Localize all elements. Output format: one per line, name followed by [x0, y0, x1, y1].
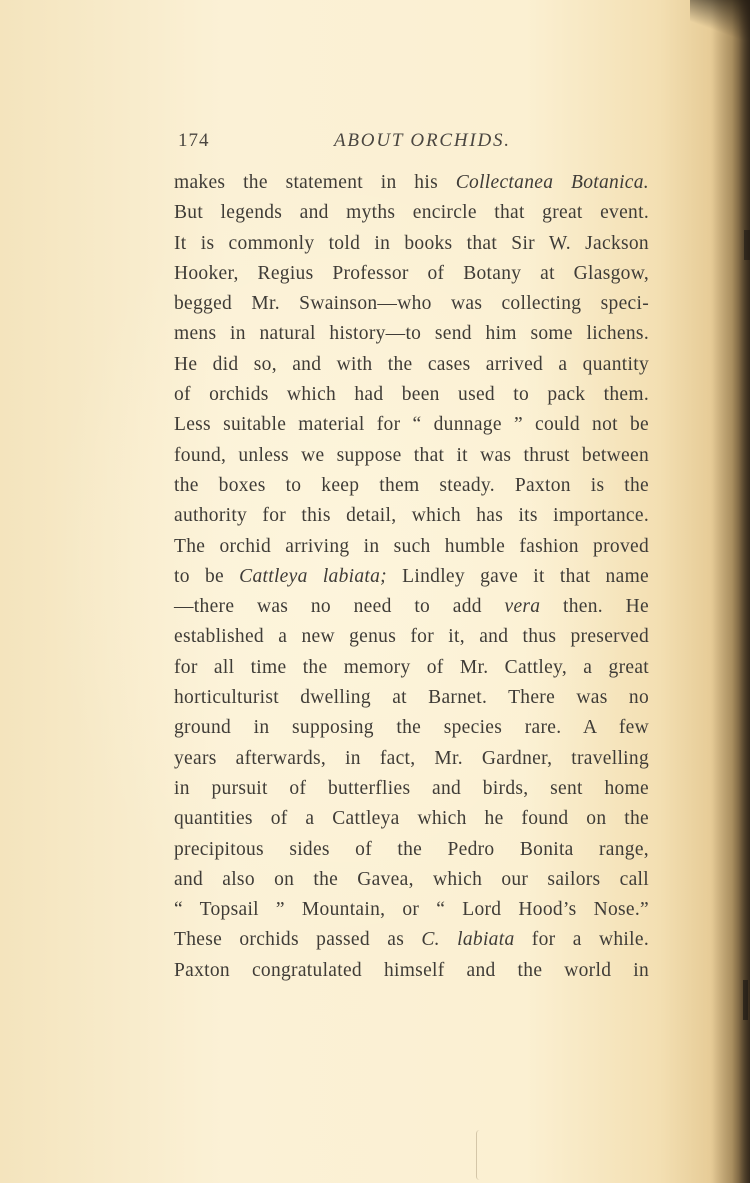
text-run: quantities of a Cattleya which he found on the [174, 808, 649, 830]
text-line [174, 622, 649, 652]
text-run: makes the statement in his [174, 172, 456, 193]
italic-text: Cattleya labiata; [239, 565, 387, 587]
text-run: for all time the memory of Mr. Cattley, a great [174, 656, 649, 678]
edge-mark [744, 230, 750, 260]
text-line [174, 592, 649, 622]
text-run: Less suitable material for “ dunnage ” could not be [174, 414, 649, 436]
text-run: horticulturist dwelling at Barnet. There was no [174, 687, 649, 709]
text-run: It is commonly told in books that Sir W. Jackson [174, 232, 649, 254]
text-line [174, 501, 649, 531]
text-run: Paxton congratulated himself and the world in [174, 959, 649, 981]
text-line [174, 168, 649, 198]
text-line [174, 683, 649, 713]
text-run: begged Mr. Swainson—who was collecting speci- [174, 293, 649, 315]
paper-crease [476, 1130, 483, 1180]
text-run: —there was no need to add [174, 596, 505, 618]
text-run: Lindley gave it that name [386, 565, 649, 587]
text-line [174, 289, 649, 319]
text-line [174, 774, 649, 804]
text-run: in pursuit of butterflies and birds, sent home [174, 777, 649, 799]
text-line [174, 532, 649, 562]
text-line [174, 319, 649, 349]
text-run: “ Topsail ” Mountain, or “ Lord Hood’s Nose.” [174, 899, 649, 921]
text-run: These orchids passed as [174, 929, 422, 951]
page-header [178, 128, 648, 160]
text-run: for a while. [514, 929, 649, 951]
text-line [174, 229, 649, 259]
text-run: Hooker, Regius Professor of Botany at Glasgow, [174, 262, 649, 284]
text-line [174, 835, 649, 865]
text-run: mens in natural history—to send him some lichens. [174, 323, 649, 345]
text-line [174, 956, 649, 986]
text-run: to be [174, 565, 240, 587]
text-line [174, 198, 649, 228]
text-line [174, 410, 649, 440]
edge-mark [743, 980, 748, 1020]
running-head: ABOUT ORCHIDS. [334, 130, 511, 151]
text-line [174, 471, 649, 501]
text-line [174, 562, 649, 592]
text-line [174, 925, 649, 955]
text-line [174, 744, 649, 774]
text-run: and also on the Gavea, which our sailors call [174, 868, 649, 890]
text-run: But legends and myths encircle that great event. [174, 202, 649, 224]
text-run: The orchid arriving in such humble fashion proved [174, 535, 649, 557]
text-line [174, 804, 649, 834]
page-number: 174 [178, 130, 210, 151]
text-line [174, 441, 649, 471]
body-text [174, 168, 649, 986]
text-line [174, 865, 649, 895]
text-run: years afterwards, in fact, Mr. Gardner, travelling [174, 747, 649, 769]
text-run: precipitous sides of the Pedro Bonita range, [174, 838, 649, 860]
text-line [174, 895, 649, 925]
italic-text: vera [504, 596, 541, 618]
text-run: authority for this detail, which has its importance. [174, 505, 649, 527]
text-run: ground in supposing the species rare. A few [174, 717, 649, 739]
text-line [174, 713, 649, 743]
italic-text: C. labiata [421, 929, 515, 951]
italic-text: Collectanea Botanica. [455, 172, 649, 193]
text-line [174, 653, 649, 683]
text-line [174, 350, 649, 380]
text-run: of orchids which had been used to pack them. [174, 384, 649, 406]
text-run: then. He [540, 596, 649, 618]
text-line [174, 259, 649, 289]
text-run: found, unless we suppose that it was thrust between [174, 444, 649, 466]
text-run: established a new genus for it, and thus preserved [174, 626, 649, 648]
text-run: He did so, and with the cases arrived a quantity [174, 353, 649, 375]
text-run: the boxes to keep them steady. Paxton is the [174, 474, 649, 496]
text-line [174, 380, 649, 410]
